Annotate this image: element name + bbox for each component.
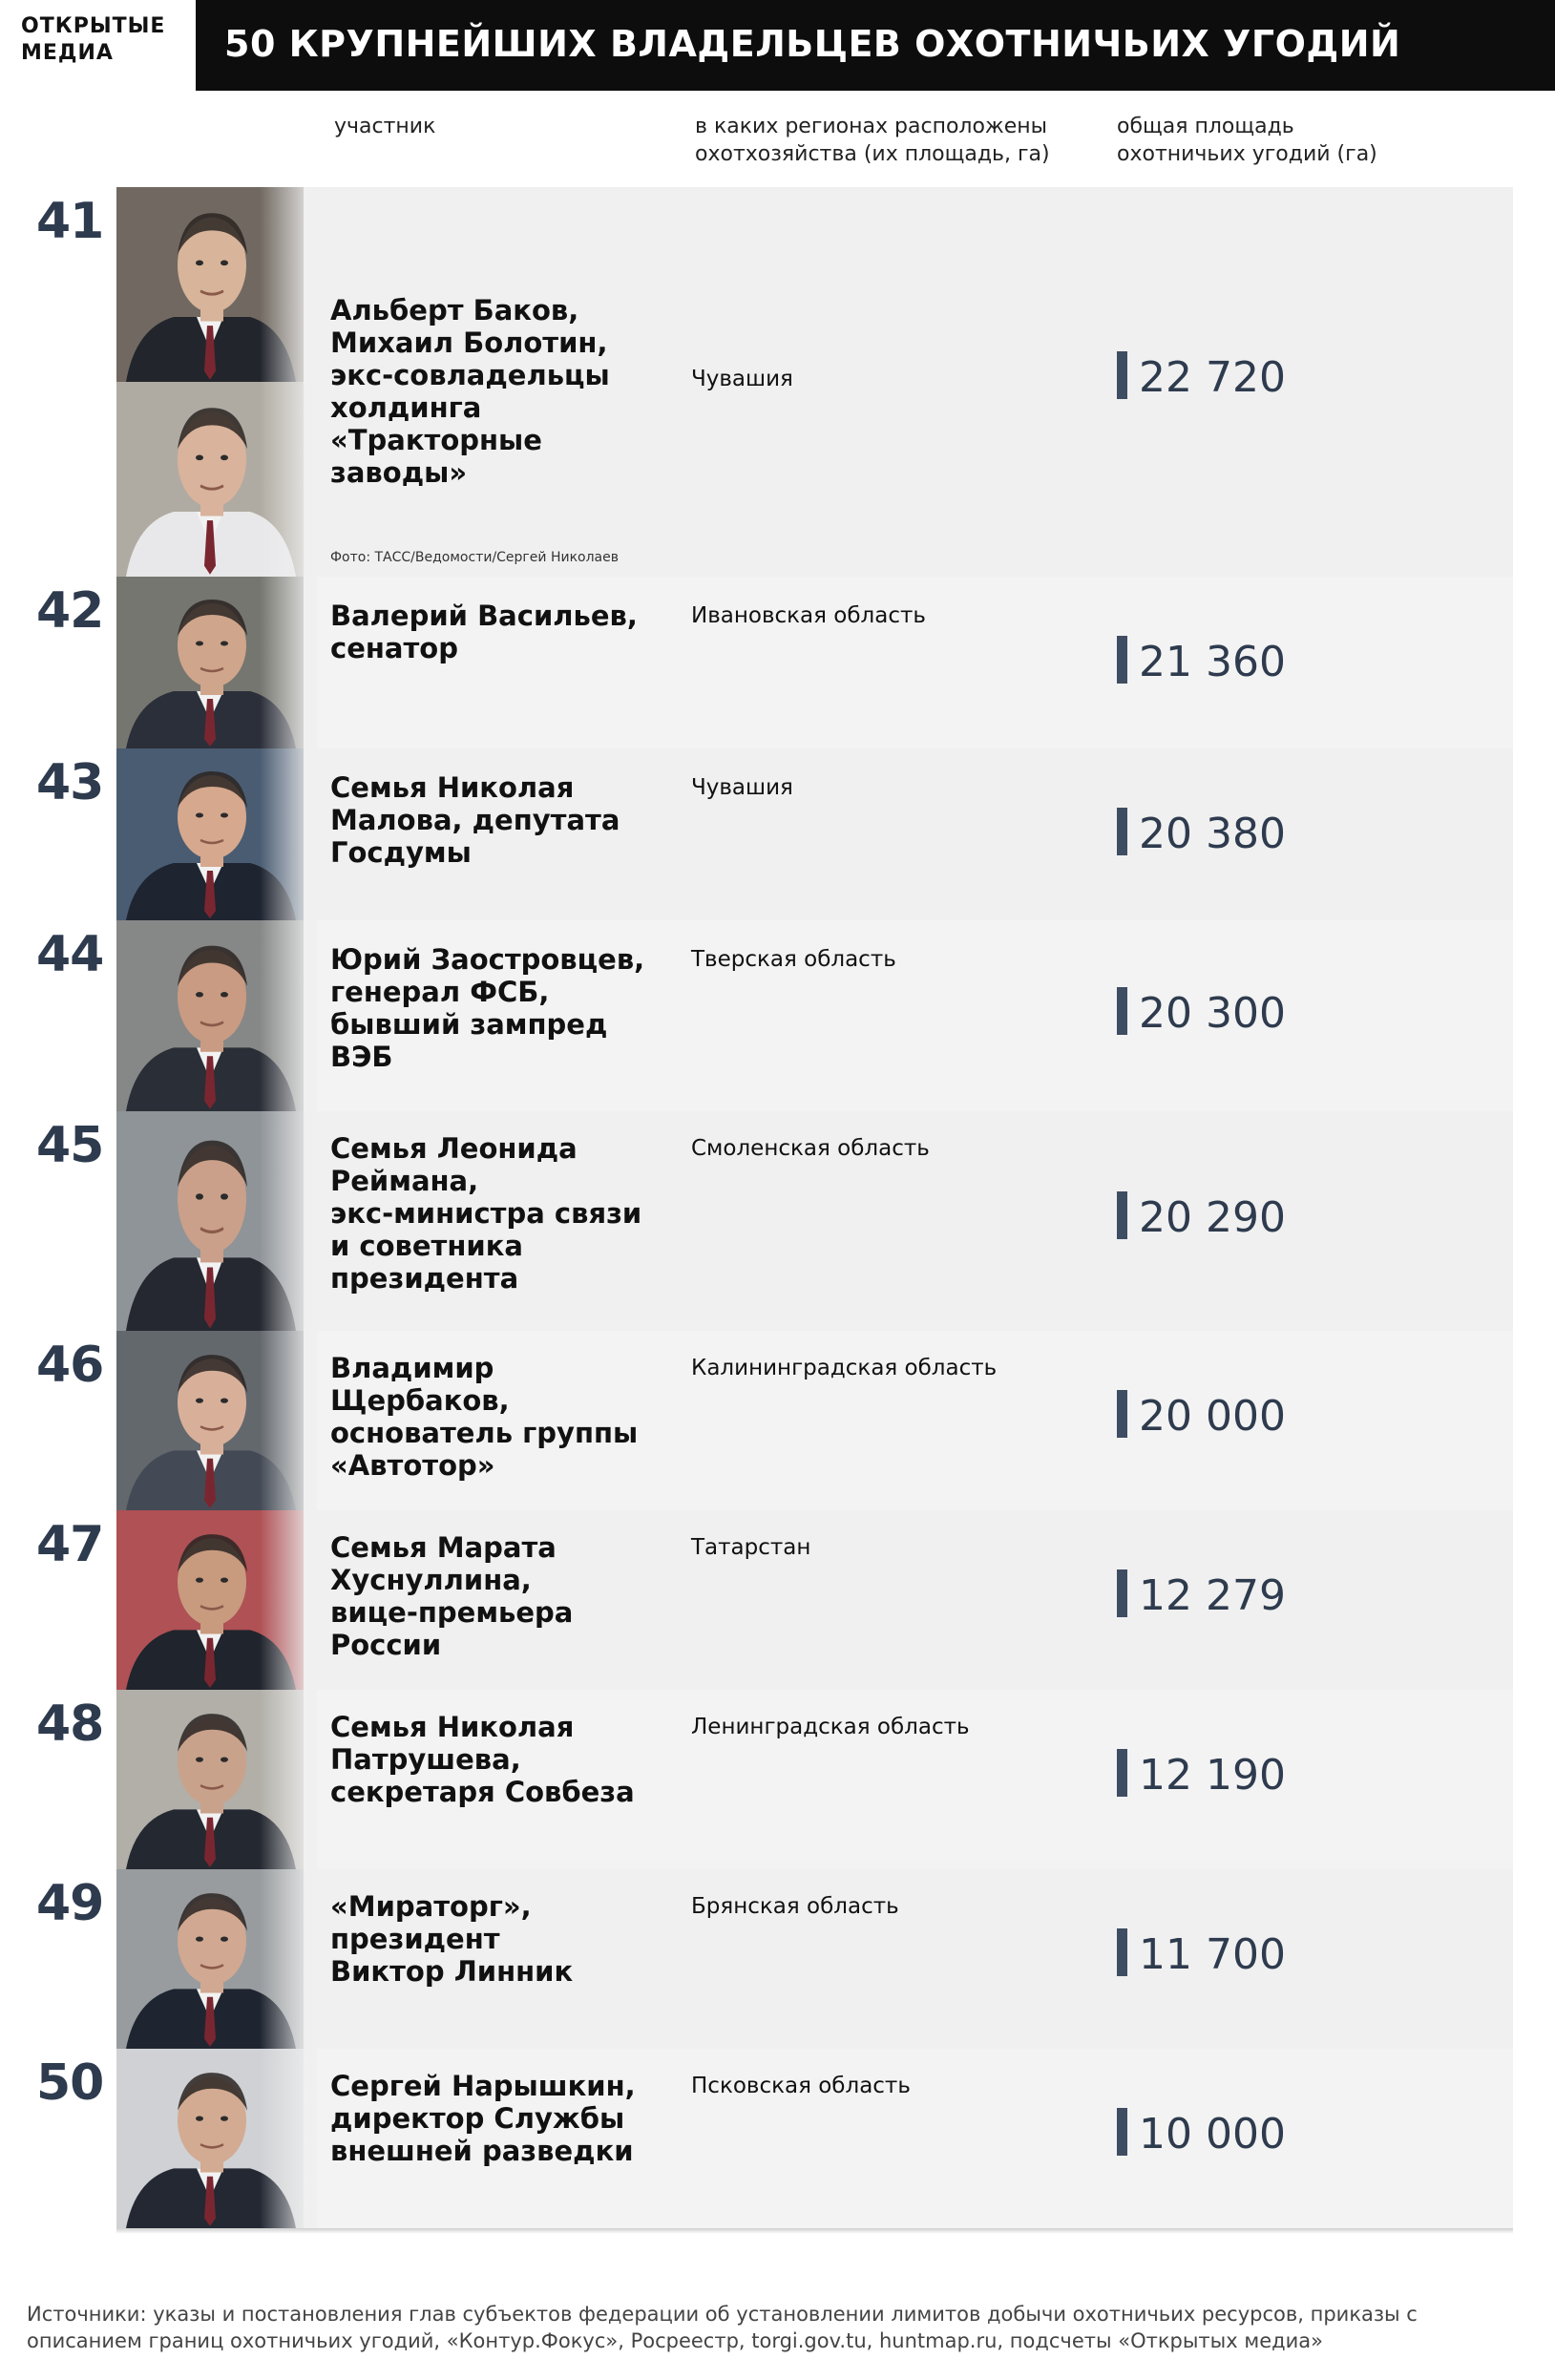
- photo-fade: [260, 1869, 317, 2049]
- column-header-area: общая площадь охотничьих угодий (га): [1117, 115, 1377, 166]
- row-background: [116, 187, 1513, 577]
- rank-number: 42: [36, 582, 104, 640]
- rank-number: 43: [36, 754, 104, 811]
- area-value-text: 20 000: [1139, 1392, 1286, 1441]
- area-value-text: 11 700: [1139, 1930, 1286, 1979]
- photo-fade: [260, 1331, 317, 1510]
- rank-number: 44: [36, 926, 104, 983]
- area-value: [1117, 636, 1286, 687]
- area-value-text: 10 000: [1139, 2110, 1286, 2159]
- row-background: [116, 748, 1513, 920]
- area-value: [1117, 1390, 1286, 1442]
- area-value-text: 21 360: [1139, 638, 1286, 686]
- photo-fade: [260, 187, 317, 577]
- area-value-text: 12 190: [1139, 1751, 1286, 1800]
- ranking-row: [36, 1869, 1513, 2049]
- region: Брянская область: [691, 1894, 899, 1919]
- region: Татарстан: [691, 1535, 811, 1560]
- area-value-text: 22 720: [1139, 353, 1286, 402]
- area-value: [1117, 808, 1286, 859]
- value-marker: [1117, 1749, 1127, 1797]
- region: Псковская область: [691, 2074, 911, 2098]
- participant-name: Семья Марата Хуснуллина, вице-премьера России: [330, 1531, 574, 1661]
- region: Ленинградская область: [691, 1715, 970, 1739]
- rank-number: 49: [36, 1875, 104, 1932]
- participant-name: Семья Николая Малова, депутата Госдумы: [330, 771, 620, 869]
- participant-name: Семья Николая Патрушева, секретаря Совбеза: [330, 1711, 635, 1808]
- value-marker: [1117, 987, 1127, 1035]
- logo: [0, 0, 196, 91]
- participant-name: Валерий Васильев, сенатор: [330, 600, 638, 664]
- rank-number: 47: [36, 1516, 104, 1573]
- value-marker: [1117, 2108, 1127, 2156]
- region: Чувашия: [691, 775, 793, 800]
- value-marker: [1117, 636, 1127, 684]
- area-value: [1117, 351, 1286, 403]
- area-value: [1117, 1928, 1286, 1980]
- ranking-row: [36, 1510, 1513, 1690]
- photo-fade: [260, 2049, 317, 2228]
- area-value: [1117, 1191, 1286, 1243]
- region: Смоленская область: [691, 1136, 930, 1161]
- photo-fade: [260, 1111, 317, 1331]
- photo-fade: [260, 577, 317, 748]
- participant-name: Сергей Нарышкин, директор Службы внешней разведки: [330, 2070, 636, 2167]
- region: Калининградская область: [691, 1356, 998, 1380]
- participant-name: Владимир Щербаков, основатель группы «Автотор»: [330, 1352, 639, 1482]
- area-value-text: 20 290: [1139, 1193, 1286, 1242]
- ranking-row: [36, 1331, 1513, 1510]
- area-value: [1117, 2108, 1286, 2159]
- value-marker: [1117, 1390, 1127, 1438]
- row-divider-shadow: [116, 2228, 1513, 2234]
- row-background: [116, 1510, 1513, 1690]
- participant-name: Альберт Баков, Михаил Болотин, экс-совладельцы холдинга «Тракторные заводы»: [330, 294, 610, 489]
- photo-fade: [260, 1690, 317, 1869]
- region: Тверская область: [691, 947, 896, 972]
- photo-fade: [260, 920, 317, 1111]
- value-marker: [1117, 808, 1127, 855]
- rank-number: 46: [36, 1337, 104, 1394]
- ranking-row: [36, 748, 1513, 920]
- value-marker: [1117, 351, 1127, 399]
- rank-number: 45: [36, 1117, 104, 1174]
- logo-line2: МЕДИА: [21, 41, 114, 65]
- rank-number: 41: [36, 193, 104, 250]
- region: Чувашия: [691, 367, 793, 391]
- area-value: [1117, 987, 1286, 1039]
- column-header-participant: участник: [334, 115, 436, 138]
- area-value: [1117, 1569, 1286, 1621]
- region: Ивановская область: [691, 603, 926, 628]
- photo-credit: Фото: ТАСС/Ведомости/Сергей Николаев: [330, 550, 619, 565]
- title-bar: [196, 0, 1555, 91]
- page-title: 50 КРУПНЕЙШИХ ВЛАДЕЛЬЦЕВ ОХОТНИЧЬИХ УГОДИЙ: [224, 23, 1401, 65]
- value-marker: [1117, 1191, 1127, 1239]
- value-marker: [1117, 1928, 1127, 1976]
- ranking-row: [36, 920, 1513, 1111]
- photo-fade: [260, 1510, 317, 1690]
- ranking-row: [36, 1690, 1513, 1869]
- area-value-text: 12 279: [1139, 1571, 1286, 1620]
- photo-fade: [260, 748, 317, 920]
- ranking-row: [36, 187, 1513, 577]
- participant-name: Юрий Заостровцев, генерал ФСБ, бывший зампред ВЭБ: [330, 943, 645, 1073]
- area-value-text: 20 300: [1139, 989, 1286, 1038]
- ranking-row: [36, 2049, 1513, 2228]
- ranking-row: [36, 577, 1513, 748]
- area-value-text: 20 380: [1139, 810, 1286, 858]
- value-marker: [1117, 1569, 1127, 1617]
- participant-name: Семья Леонида Реймана, экс-министра связи и советника президента: [330, 1132, 642, 1295]
- column-header-regions: в каких регионах расположены охотхозяйства (их площадь, га): [695, 115, 1050, 166]
- participant-name: «Мираторг», президент Виктор Линник: [330, 1890, 574, 1988]
- rank-number: 50: [36, 2054, 104, 2112]
- area-value: [1117, 1749, 1286, 1801]
- rank-number: 48: [36, 1695, 104, 1753]
- logo-line1: ОТКРЫТЫЕ: [21, 14, 166, 38]
- sources-footnote: Источники: указы и постановления глав субъектов федерации об установлении лимитов добычи охотничьих ресурсов, приказы с описанием границ охотничьих угодий, «Контур.Фокус», Росреестр, torgi.gov.tu, huntmap.ru, подсчеты «Открытых медиа»: [27, 2303, 1418, 2352]
- ranking-row: [36, 1111, 1513, 1331]
